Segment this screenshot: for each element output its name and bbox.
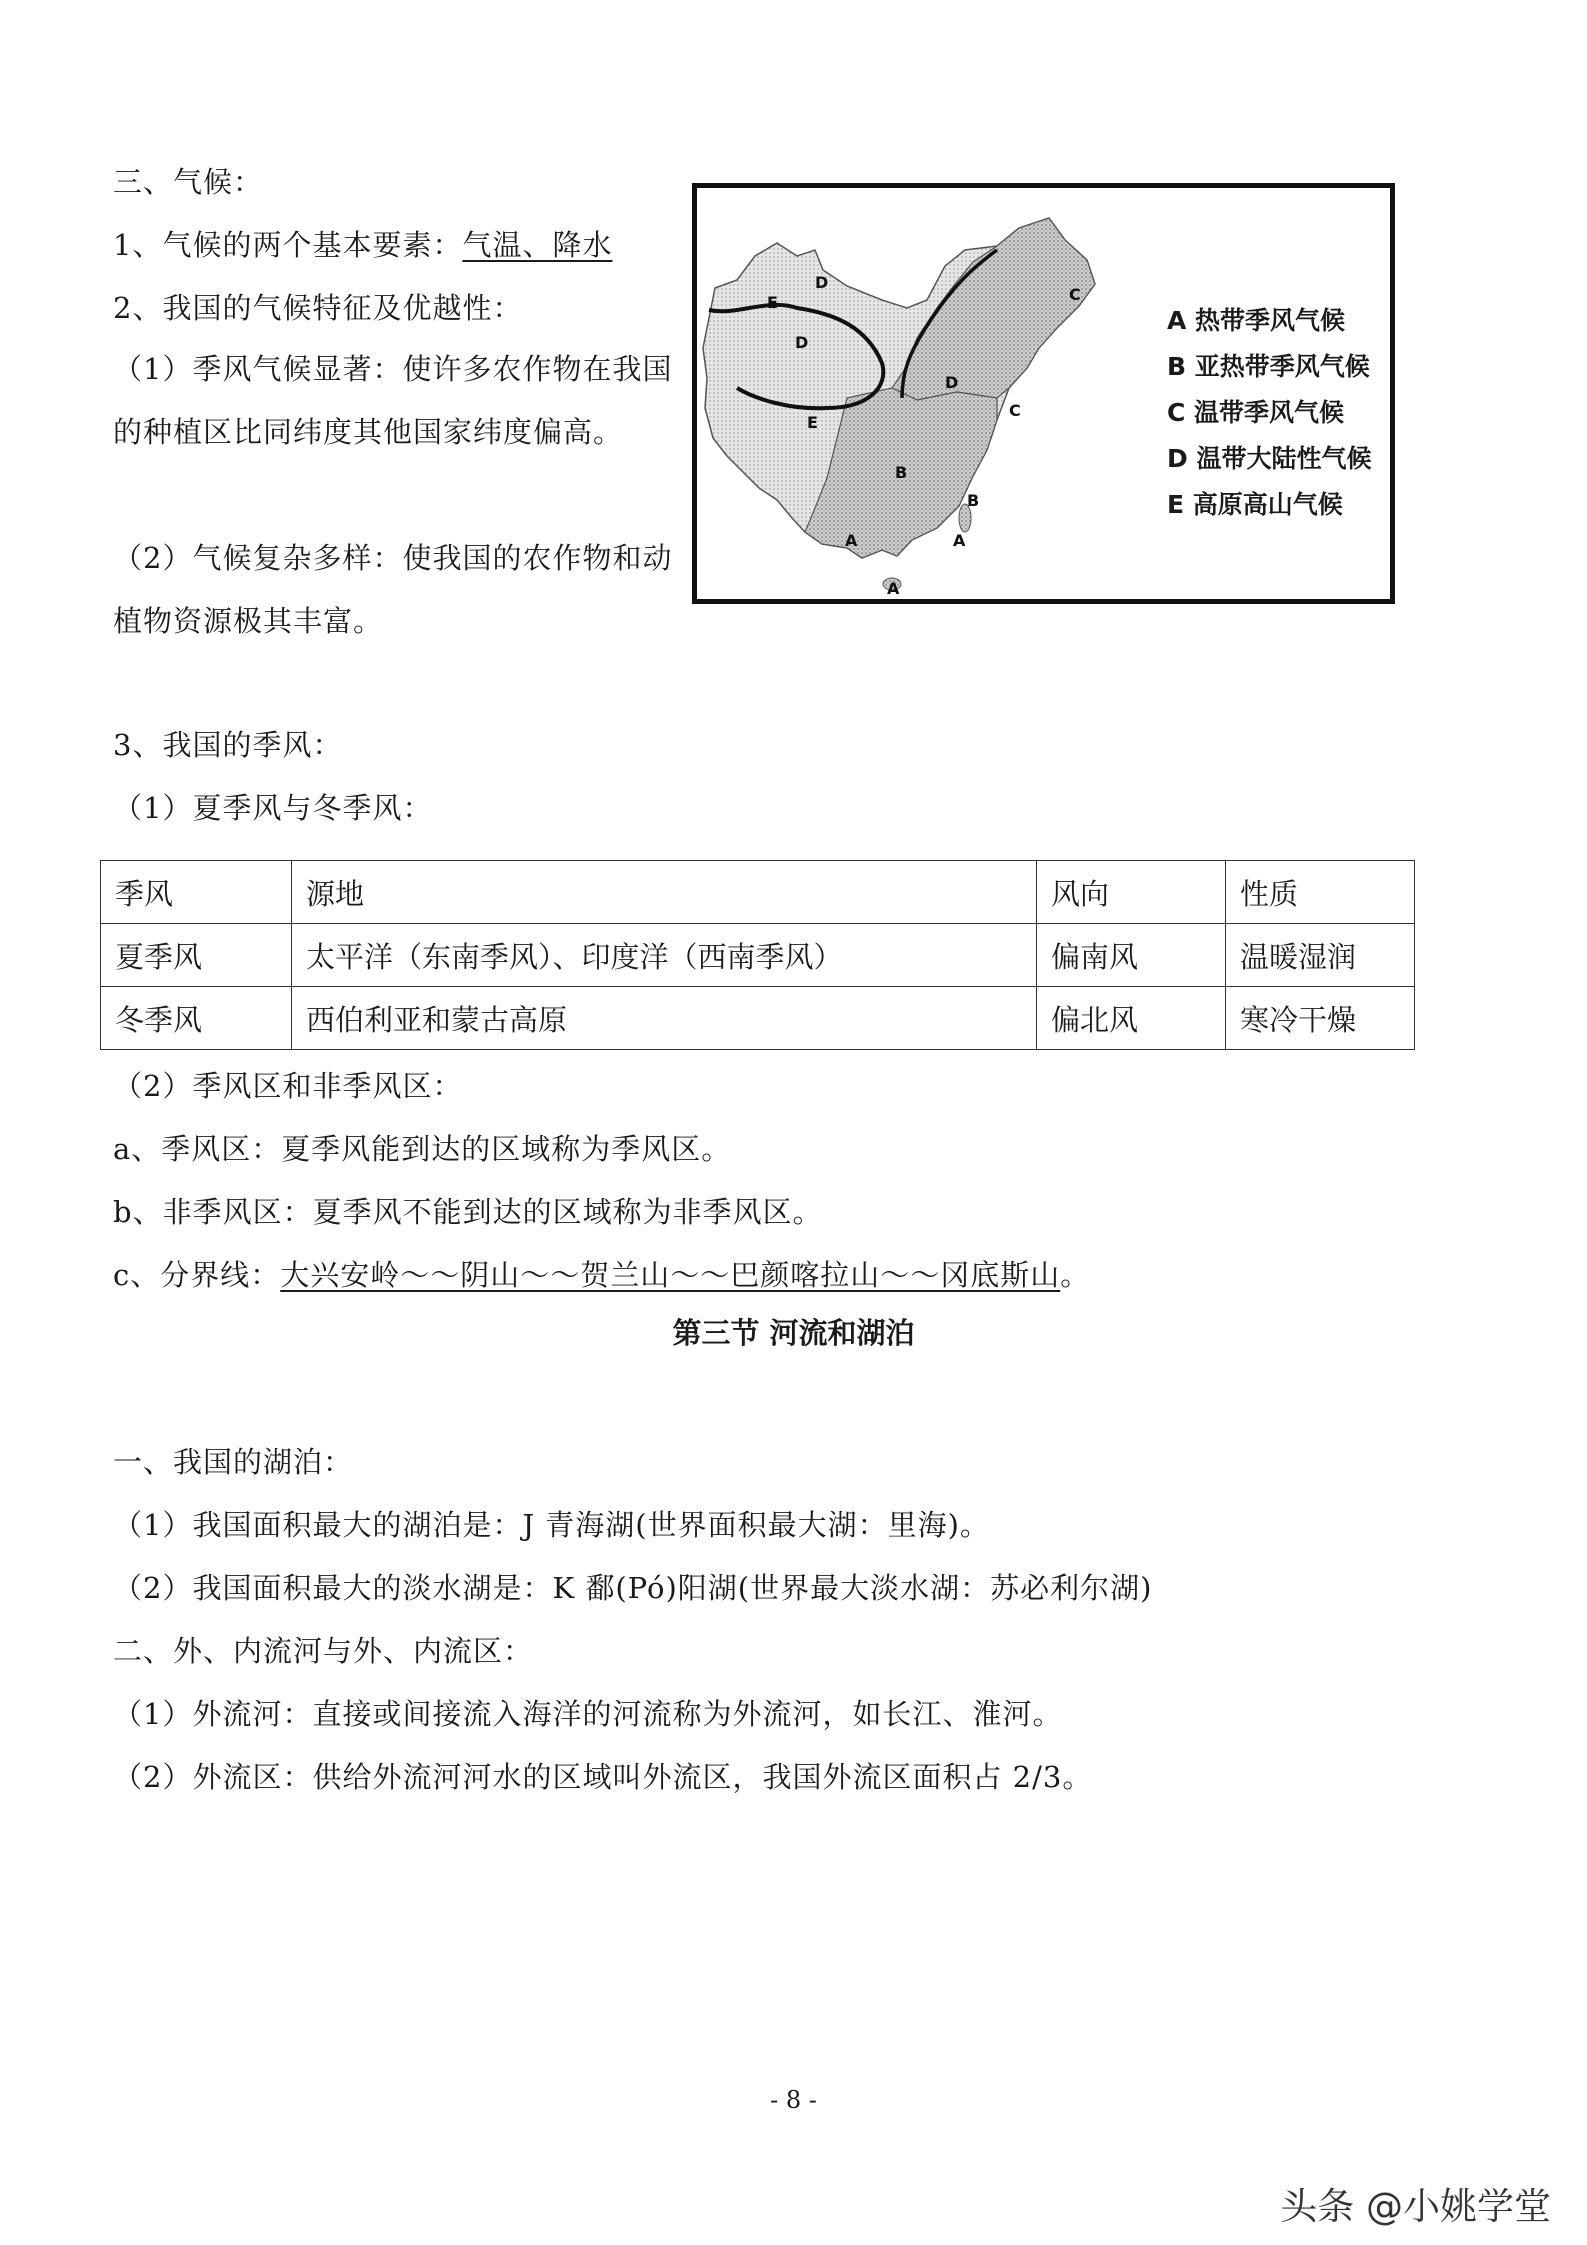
map-label-d2: D [795,333,809,352]
river-item-1: （1）外流河：直接或间接流入海洋的河流称为外流河，如长江、淮河。 [113,1697,1063,1731]
table-cell: 冬季风 [101,987,292,1050]
table-cell: 寒冷干燥 [1226,987,1415,1050]
map-label-a1: A [845,531,858,550]
climate-item1-prefix: 1、气候的两个基本要素： [113,228,463,262]
table-cell: 太平洋（东南季风）、印度洋（西南季风） [292,924,1037,987]
legend-item-d: D 温带大陆性气候 [1167,444,1372,473]
legend-item-e: E 高原高山气候 [1167,490,1343,519]
climate-item2: 2、我国的气候特征及优越性： [113,291,523,325]
table-header-cell: 季风 [101,861,292,924]
legend-item-b: B 亚热带季风气候 [1167,352,1370,381]
map-label-a2: A [887,579,900,598]
legend-item-a: A 热带季风气候 [1167,306,1346,335]
climate-heading: 三、气候： [113,165,264,199]
climate-item2-1: （1）季风气候显著：使许多农作物在我国的种植区比同纬度其他国家纬度偏高。 [113,352,673,449]
monsoon-table [100,860,1415,1050]
table-row [101,987,1415,1050]
map-label-a3: A [953,531,966,550]
table-header-row [101,861,1415,924]
page-number: - 8 - [770,2086,817,2114]
table-header-cell: 风向 [1037,861,1226,924]
table-row [101,924,1415,987]
monsoon-sub1: （1）夏季风与冬季风： [113,791,433,825]
table-cell: 西伯利亚和蒙古高原 [292,987,1037,1050]
section-title: 第三节 河流和湖泊 [672,1316,915,1350]
map-label-e1: E [767,293,778,312]
map-label-c2: C [1009,401,1021,420]
map-legend [1167,298,1371,528]
table-cell: 夏季风 [101,924,292,987]
monsoon-c [113,1255,1090,1295]
monsoon-c-prefix: c、分界线： [113,1258,281,1292]
table-cell: 偏南风 [1037,924,1226,987]
map-label-b1: B [895,463,908,482]
table-cell: 偏北风 [1037,987,1226,1050]
climate-region-map [692,183,1395,604]
monsoon-sub2: （2）季风区和非季风区： [113,1069,463,1103]
river-item-2: （2）外流区：供给外流河河水的区域叫外流区，我国外流区面积占 2/3。 [113,1760,1093,1794]
monsoon-a: a、季风区：夏季风能到达的区域称为季风区。 [113,1132,732,1166]
lake-item-1: （1）我国面积最大的湖泊是：J 青海湖(世界面积最大湖：里海)。 [113,1508,990,1542]
legend-item-c: C 温带季风气候 [1167,398,1345,427]
monsoon-c-suffix: 。 [1060,1258,1091,1292]
lakes-heading: 一、我国的湖泊： [113,1445,354,1479]
table-cell: 温暖湿润 [1226,924,1415,987]
table-header-cell: 性质 [1226,861,1415,924]
map-label-c1: C [1069,285,1081,304]
lake-item-2: （2）我国面积最大的淡水湖是：K 鄱(Pó)阳湖(世界最大淡水湖：苏必利尔湖) [113,1571,1153,1605]
climate-item2-2: （2）气候复杂多样：使我国的农作物和动植物资源极其丰富。 [113,541,673,638]
map-label-d3: D [945,373,959,392]
map-label-e2: E [807,413,818,432]
climate-item1 [113,225,612,265]
map-label-d1: D [815,273,829,292]
climate-item1-answer: 气温、降水 [462,228,613,262]
monsoon-b: b、非季风区：夏季风不能到达的区域称为非季风区。 [113,1195,823,1229]
table-header-cell: 源地 [292,861,1037,924]
watermark: 头条 @小姚学堂 [1280,2185,1551,2228]
monsoon-heading: 3、我国的季风： [113,728,343,762]
rivers-heading: 二、外、内流河与外、内流区： [113,1634,534,1668]
map-label-b2: B [967,491,980,510]
monsoon-c-answer: 大兴安岭～～阴山～～贺兰山～～巴颜喀拉山～～冈底斯山 [280,1258,1061,1292]
